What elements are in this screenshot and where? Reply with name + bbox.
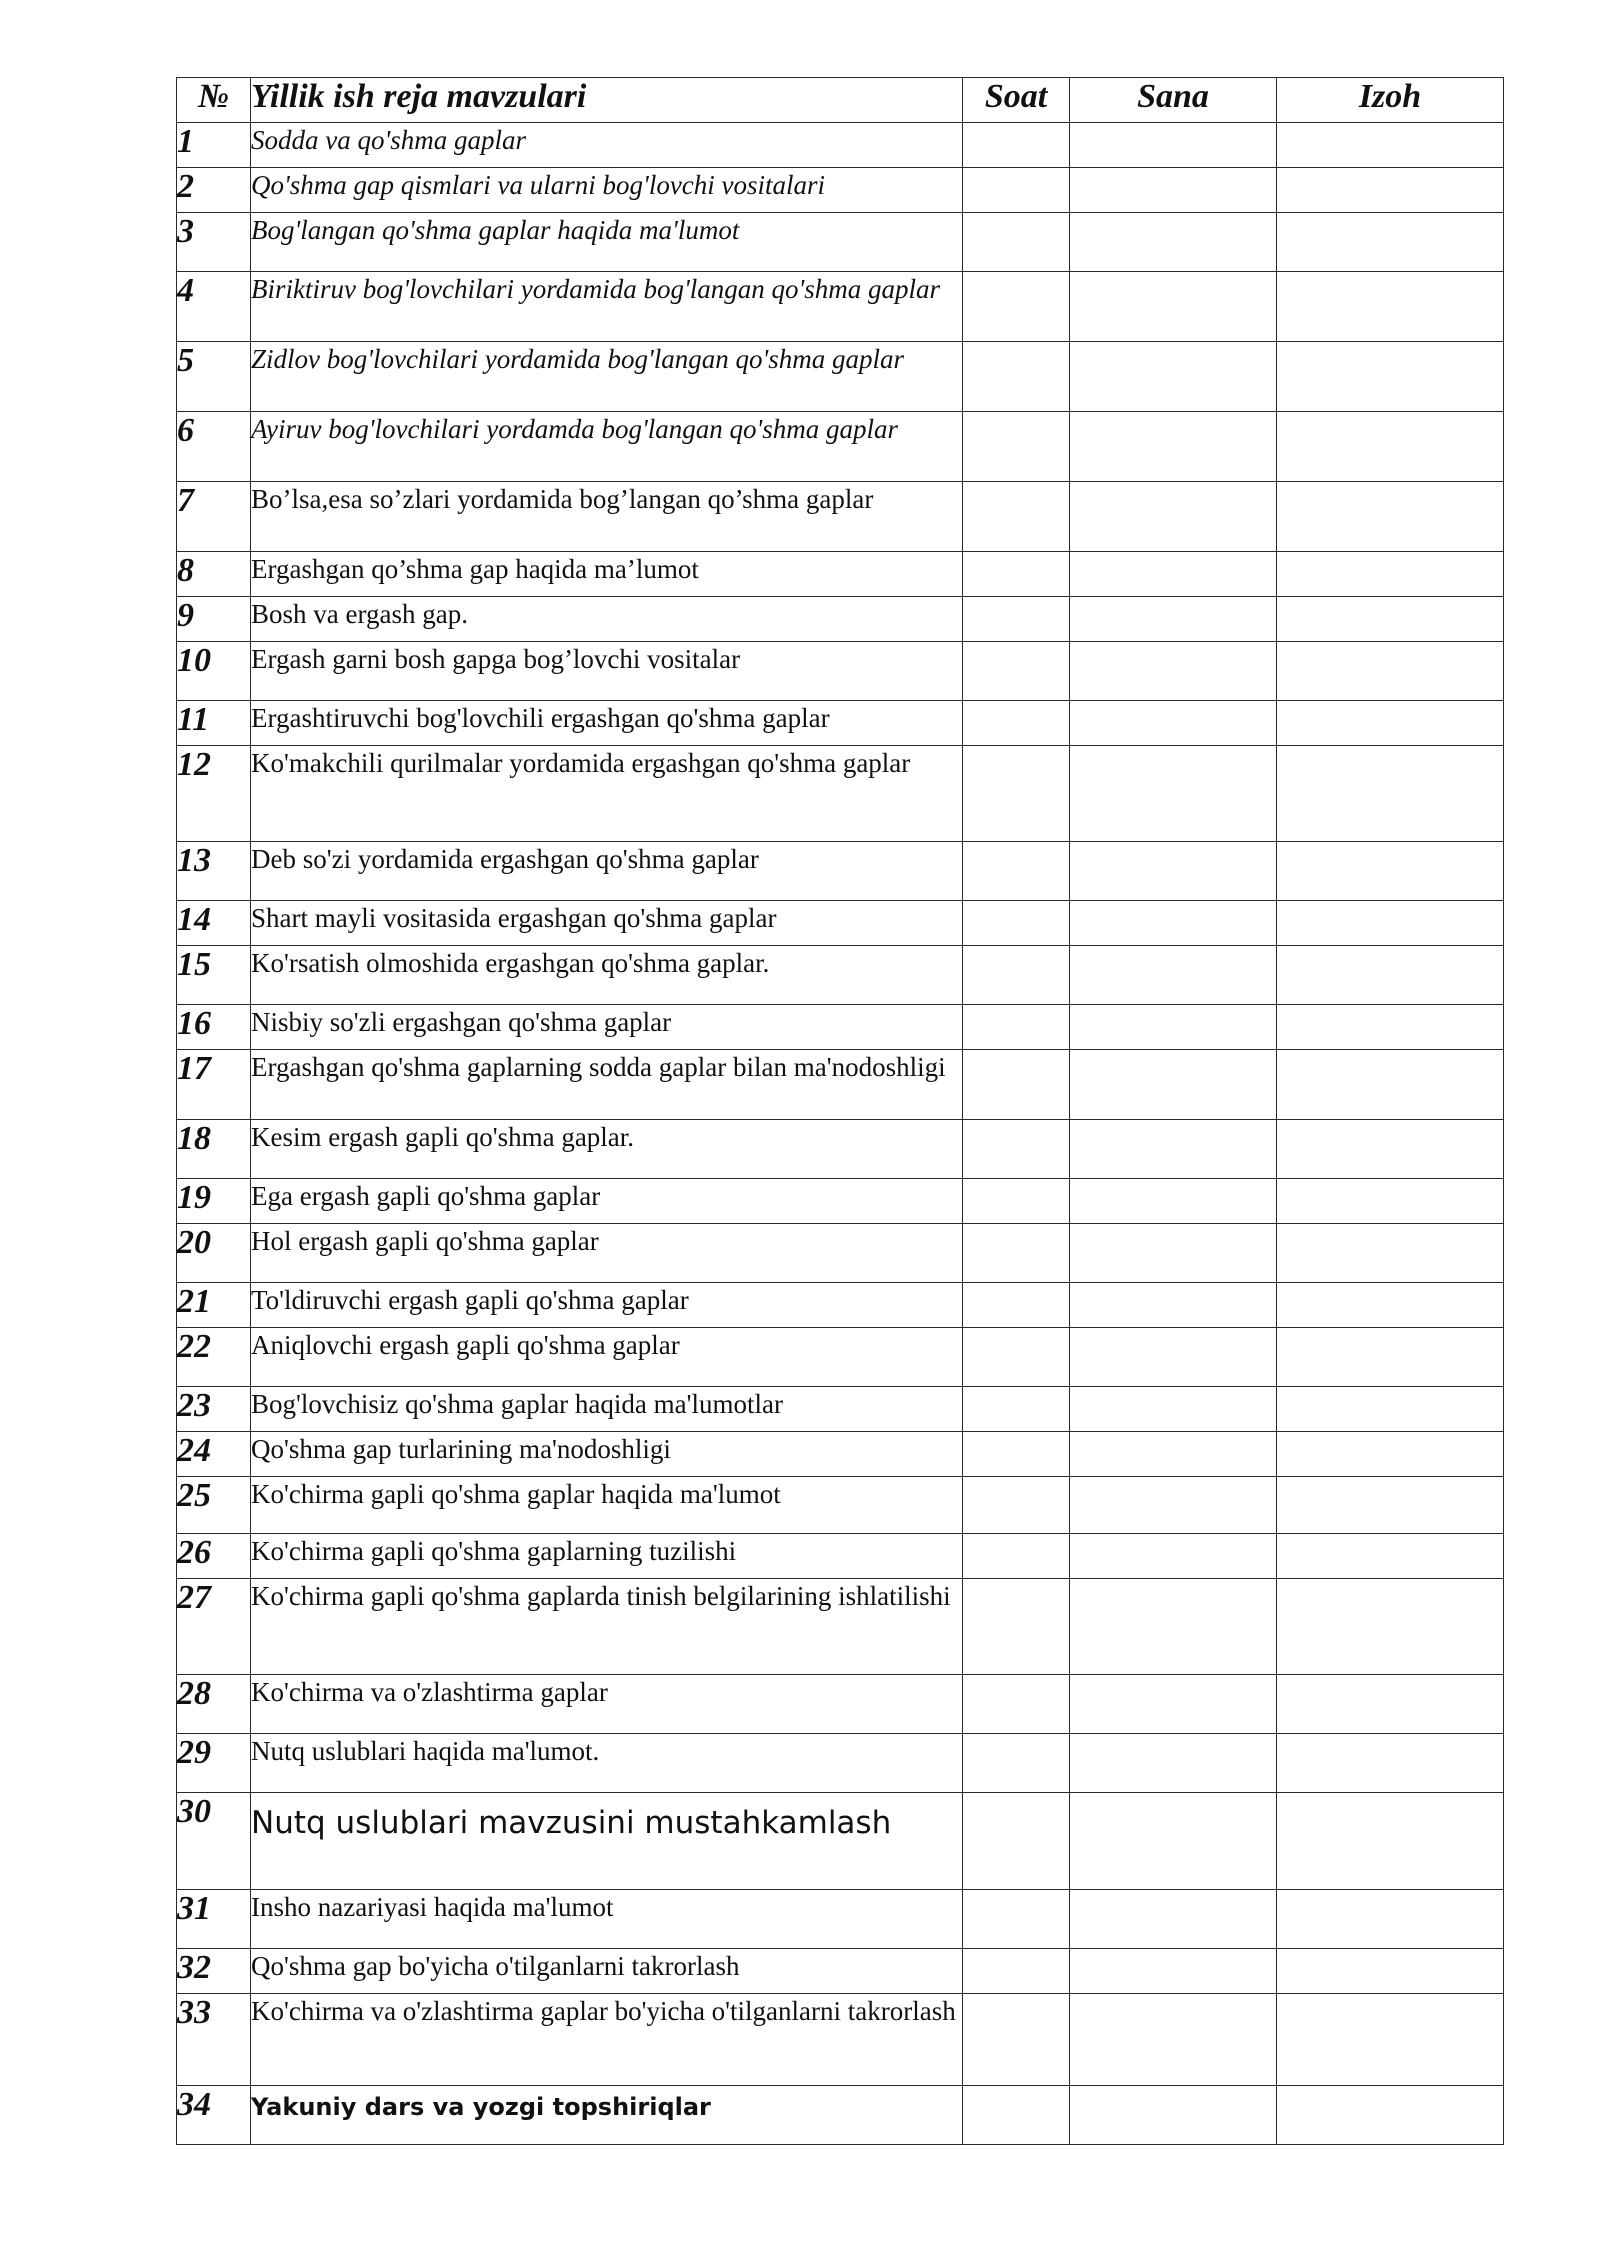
- row-number: 18: [177, 1120, 251, 1179]
- row-date-cell: [1070, 946, 1277, 1005]
- row-number: 14: [177, 901, 251, 946]
- table-row: [177, 1120, 1504, 1179]
- table-row: [177, 1179, 1504, 1224]
- row-topic: Bo’lsa,esa so’zlari yordamida bog’langan qo’shma gaplar: [251, 482, 963, 552]
- row-number: 6: [177, 412, 251, 482]
- row-note-cell: [1277, 412, 1504, 482]
- row-date-cell: [1070, 552, 1277, 597]
- row-note-cell: [1277, 123, 1504, 168]
- row-topic: Kesim ergash gapli qo'shma gaplar.: [251, 1120, 963, 1179]
- row-hours-cell: [963, 842, 1070, 901]
- row-hours-cell: [963, 946, 1070, 1005]
- row-note-cell: [1277, 1534, 1504, 1579]
- row-topic: Biriktiruv bog'lovchilari yordamida bog'langan qo'shma gaplar: [251, 272, 963, 342]
- row-hours-cell: [963, 1534, 1070, 1579]
- table-row: [177, 1675, 1504, 1734]
- row-topic: Zidlov bog'lovchilari yordamida bog'langan qo'shma gaplar: [251, 342, 963, 412]
- row-hours-cell: [963, 1224, 1070, 1283]
- table-row: [177, 552, 1504, 597]
- row-topic: Shart mayli vositasida ergashgan qo'shma gaplar: [251, 901, 963, 946]
- row-hours-cell: [963, 1477, 1070, 1534]
- row-hours-cell: [963, 1994, 1070, 2086]
- row-topic: Bog'lovchisiz qo'shma gaplar haqida ma'lumotlar: [251, 1387, 963, 1432]
- row-date-cell: [1070, 1432, 1277, 1477]
- row-topic: Ko'chirma gapli qo'shma gaplarda tinish belgilarining ishlatilishi: [251, 1579, 963, 1675]
- row-number: 19: [177, 1179, 251, 1224]
- table-row: [177, 842, 1504, 901]
- row-date-cell: [1070, 412, 1277, 482]
- row-number: 11: [177, 701, 251, 746]
- row-topic: Nutq uslublari haqida ma'lumot.: [251, 1734, 963, 1793]
- row-hours-cell: [963, 1328, 1070, 1387]
- row-note-cell: [1277, 1890, 1504, 1949]
- row-number: 30: [177, 1793, 251, 1890]
- row-date-cell: [1070, 1994, 1277, 2086]
- row-note-cell: [1277, 1675, 1504, 1734]
- row-hours-cell: [963, 1283, 1070, 1328]
- row-note-cell: [1277, 746, 1504, 842]
- row-note-cell: [1277, 342, 1504, 412]
- table-row: [177, 1793, 1504, 1890]
- table-row: [177, 901, 1504, 946]
- header-number: №: [177, 78, 251, 123]
- row-date-cell: [1070, 272, 1277, 342]
- row-number: 16: [177, 1005, 251, 1050]
- table-row: [177, 1328, 1504, 1387]
- row-note-cell: [1277, 1050, 1504, 1120]
- row-date-cell: [1070, 1387, 1277, 1432]
- row-hours-cell: [963, 1793, 1070, 1890]
- row-hours-cell: [963, 482, 1070, 552]
- row-note-cell: [1277, 1179, 1504, 1224]
- row-date-cell: [1070, 168, 1277, 213]
- row-date-cell: [1070, 2086, 1277, 2145]
- row-number: 25: [177, 1477, 251, 1534]
- row-note-cell: [1277, 1283, 1504, 1328]
- table-row: [177, 1994, 1504, 2086]
- row-note-cell: [1277, 272, 1504, 342]
- row-note-cell: [1277, 642, 1504, 701]
- table-row: [177, 168, 1504, 213]
- table-row: [177, 1890, 1504, 1949]
- row-date-cell: [1070, 842, 1277, 901]
- row-number: 13: [177, 842, 251, 901]
- row-topic: Nisbiy so'zli ergashgan qo'shma gaplar: [251, 1005, 963, 1050]
- row-number: 9: [177, 597, 251, 642]
- table-row: [177, 1734, 1504, 1793]
- row-topic: Ergash garni bosh gapga bog’lovchi vositalar: [251, 642, 963, 701]
- header-row: [177, 78, 1504, 123]
- table-row: [177, 342, 1504, 412]
- row-date-cell: [1070, 213, 1277, 272]
- row-number: 22: [177, 1328, 251, 1387]
- row-number: 3: [177, 213, 251, 272]
- table-row: [177, 1432, 1504, 1477]
- table-row: [177, 1477, 1504, 1534]
- row-note-cell: [1277, 901, 1504, 946]
- header-date: Sana: [1070, 78, 1277, 123]
- row-note-cell: [1277, 1579, 1504, 1675]
- table-row: [177, 946, 1504, 1005]
- row-hours-cell: [963, 901, 1070, 946]
- row-number: 17: [177, 1050, 251, 1120]
- row-number: 34: [177, 2086, 251, 2145]
- row-hours-cell: [963, 1890, 1070, 1949]
- row-note-cell: [1277, 597, 1504, 642]
- row-topic: Bosh va ergash gap.: [251, 597, 963, 642]
- row-topic: Ergashgan qo’shma gap haqida ma’lumot: [251, 552, 963, 597]
- row-note-cell: [1277, 701, 1504, 746]
- row-number: 33: [177, 1994, 251, 2086]
- row-note-cell: [1277, 1387, 1504, 1432]
- table-row: [177, 642, 1504, 701]
- row-topic: Ko'makchili qurilmalar yordamida ergashgan qo'shma gaplar: [251, 746, 963, 842]
- row-topic: Qo'shma gap turlarining ma'nodoshligi: [251, 1432, 963, 1477]
- row-number: 29: [177, 1734, 251, 1793]
- table-row: [177, 1534, 1504, 1579]
- row-number: 23: [177, 1387, 251, 1432]
- row-number: 20: [177, 1224, 251, 1283]
- row-note-cell: [1277, 1005, 1504, 1050]
- row-hours-cell: [963, 1179, 1070, 1224]
- row-topic: Insho nazariyasi haqida ma'lumot: [251, 1890, 963, 1949]
- row-note-cell: [1277, 1949, 1504, 1994]
- row-hours-cell: [963, 746, 1070, 842]
- header-note: Izoh: [1277, 78, 1504, 123]
- row-note-cell: [1277, 1793, 1504, 1890]
- row-date-cell: [1070, 482, 1277, 552]
- row-note-cell: [1277, 1994, 1504, 2086]
- row-number: 5: [177, 342, 251, 412]
- row-topic: Sodda va qo'shma gaplar: [251, 123, 963, 168]
- row-note-cell: [1277, 1734, 1504, 1793]
- row-note-cell: [1277, 482, 1504, 552]
- row-topic: Nutq uslublari mavzusini mustahkamlash: [251, 1793, 963, 1890]
- row-date-cell: [1070, 1949, 1277, 1994]
- row-hours-cell: [963, 1579, 1070, 1675]
- row-number: 24: [177, 1432, 251, 1477]
- row-note-cell: [1277, 842, 1504, 901]
- row-date-cell: [1070, 1477, 1277, 1534]
- table-row: [177, 1283, 1504, 1328]
- row-note-cell: [1277, 1224, 1504, 1283]
- row-note-cell: [1277, 946, 1504, 1005]
- row-date-cell: [1070, 1328, 1277, 1387]
- row-number: 21: [177, 1283, 251, 1328]
- row-hours-cell: [963, 1050, 1070, 1120]
- table-row: [177, 2086, 1504, 2145]
- row-number: 31: [177, 1890, 251, 1949]
- row-date-cell: [1070, 1793, 1277, 1890]
- row-hours-cell: [963, 1005, 1070, 1050]
- row-topic: Ayiruv bog'lovchilari yordamda bog'langan qo'shma gaplar: [251, 412, 963, 482]
- row-hours-cell: [963, 552, 1070, 597]
- table-row: [177, 1224, 1504, 1283]
- row-date-cell: [1070, 701, 1277, 746]
- row-date-cell: [1070, 901, 1277, 946]
- row-topic: Ergashgan qo'shma gaplarning sodda gaplar bilan ma'nodoshligi: [251, 1050, 963, 1120]
- row-hours-cell: [963, 597, 1070, 642]
- row-hours-cell: [963, 123, 1070, 168]
- row-topic: Ko'chirma va o'zlashtirma gaplar: [251, 1675, 963, 1734]
- row-date-cell: [1070, 123, 1277, 168]
- row-date-cell: [1070, 1005, 1277, 1050]
- header-hours: Soat: [963, 78, 1070, 123]
- row-topic: Deb so'zi yordamida ergashgan qo'shma gaplar: [251, 842, 963, 901]
- row-date-cell: [1070, 1675, 1277, 1734]
- row-note-cell: [1277, 552, 1504, 597]
- row-hours-cell: [963, 342, 1070, 412]
- row-hours-cell: [963, 1120, 1070, 1179]
- row-number: 26: [177, 1534, 251, 1579]
- row-hours-cell: [963, 412, 1070, 482]
- table-row: [177, 1387, 1504, 1432]
- row-number: 27: [177, 1579, 251, 1675]
- row-topic: Ergashtiruvchi bog'lovchili ergashgan qo'shma gaplar: [251, 701, 963, 746]
- row-topic: Ko'chirma gapli qo'shma gaplarning tuzilishi: [251, 1534, 963, 1579]
- row-date-cell: [1070, 1120, 1277, 1179]
- header-topics: Yillik ish reja mavzulari: [251, 78, 963, 123]
- row-date-cell: [1070, 1534, 1277, 1579]
- row-topic: Ko'rsatish olmoshida ergashgan qo'shma gaplar.: [251, 946, 963, 1005]
- row-hours-cell: [963, 642, 1070, 701]
- table-row: [177, 1050, 1504, 1120]
- row-hours-cell: [963, 1734, 1070, 1793]
- row-note-cell: [1277, 168, 1504, 213]
- row-topic: Qo'shma gap bo'yicha o'tilganlarni takrorlash: [251, 1949, 963, 1994]
- row-note-cell: [1277, 1120, 1504, 1179]
- row-hours-cell: [963, 1387, 1070, 1432]
- row-hours-cell: [963, 701, 1070, 746]
- row-topic: Ega ergash gapli qo'shma gaplar: [251, 1179, 963, 1224]
- row-topic: Qo'shma gap qismlari va ularni bog'lovchi vositalari: [251, 168, 963, 213]
- row-hours-cell: [963, 2086, 1070, 2145]
- table-row: [177, 1579, 1504, 1675]
- table-row: [177, 412, 1504, 482]
- table-body: [177, 123, 1504, 2145]
- row-hours-cell: [963, 1675, 1070, 1734]
- table-row: [177, 597, 1504, 642]
- row-topic: Ko'chirma va o'zlashtirma gaplar bo'yicha o'tilganlarni takrorlash: [251, 1994, 963, 2086]
- row-date-cell: [1070, 1579, 1277, 1675]
- table-row: [177, 123, 1504, 168]
- annual-plan-table: [176, 77, 1504, 2145]
- row-number: 32: [177, 1949, 251, 1994]
- table-row: [177, 482, 1504, 552]
- row-number: 7: [177, 482, 251, 552]
- row-hours-cell: [963, 272, 1070, 342]
- table-row: [177, 213, 1504, 272]
- row-date-cell: [1070, 342, 1277, 412]
- row-topic: Hol ergash gapli qo'shma gaplar: [251, 1224, 963, 1283]
- row-note-cell: [1277, 1432, 1504, 1477]
- row-date-cell: [1070, 1179, 1277, 1224]
- row-date-cell: [1070, 1224, 1277, 1283]
- row-number: 8: [177, 552, 251, 597]
- row-date-cell: [1070, 642, 1277, 701]
- table-row: [177, 272, 1504, 342]
- row-date-cell: [1070, 597, 1277, 642]
- row-date-cell: [1070, 1283, 1277, 1328]
- row-topic: To'ldiruvchi ergash gapli qo'shma gaplar: [251, 1283, 963, 1328]
- row-note-cell: [1277, 213, 1504, 272]
- table-row: [177, 746, 1504, 842]
- row-number: 1: [177, 123, 251, 168]
- row-note-cell: [1277, 2086, 1504, 2145]
- row-number: 12: [177, 746, 251, 842]
- table-row: [177, 1949, 1504, 1994]
- row-number: 2: [177, 168, 251, 213]
- row-note-cell: [1277, 1328, 1504, 1387]
- row-date-cell: [1070, 1890, 1277, 1949]
- row-note-cell: [1277, 1477, 1504, 1534]
- row-number: 28: [177, 1675, 251, 1734]
- row-hours-cell: [963, 168, 1070, 213]
- row-topic: Bog'langan qo'shma gaplar haqida ma'lumot: [251, 213, 963, 272]
- table-row: [177, 1005, 1504, 1050]
- row-topic: Yakuniy dars va yozgi topshiriqlar: [251, 2086, 963, 2145]
- row-topic: Aniqlovchi ergash gapli qo'shma gaplar: [251, 1328, 963, 1387]
- row-number: 10: [177, 642, 251, 701]
- row-date-cell: [1070, 746, 1277, 842]
- row-topic: Ko'chirma gapli qo'shma gaplar haqida ma'lumot: [251, 1477, 963, 1534]
- row-number: 4: [177, 272, 251, 342]
- row-hours-cell: [963, 1949, 1070, 1994]
- row-date-cell: [1070, 1734, 1277, 1793]
- row-hours-cell: [963, 1432, 1070, 1477]
- table-row: [177, 701, 1504, 746]
- row-hours-cell: [963, 213, 1070, 272]
- row-date-cell: [1070, 1050, 1277, 1120]
- row-number: 15: [177, 946, 251, 1005]
